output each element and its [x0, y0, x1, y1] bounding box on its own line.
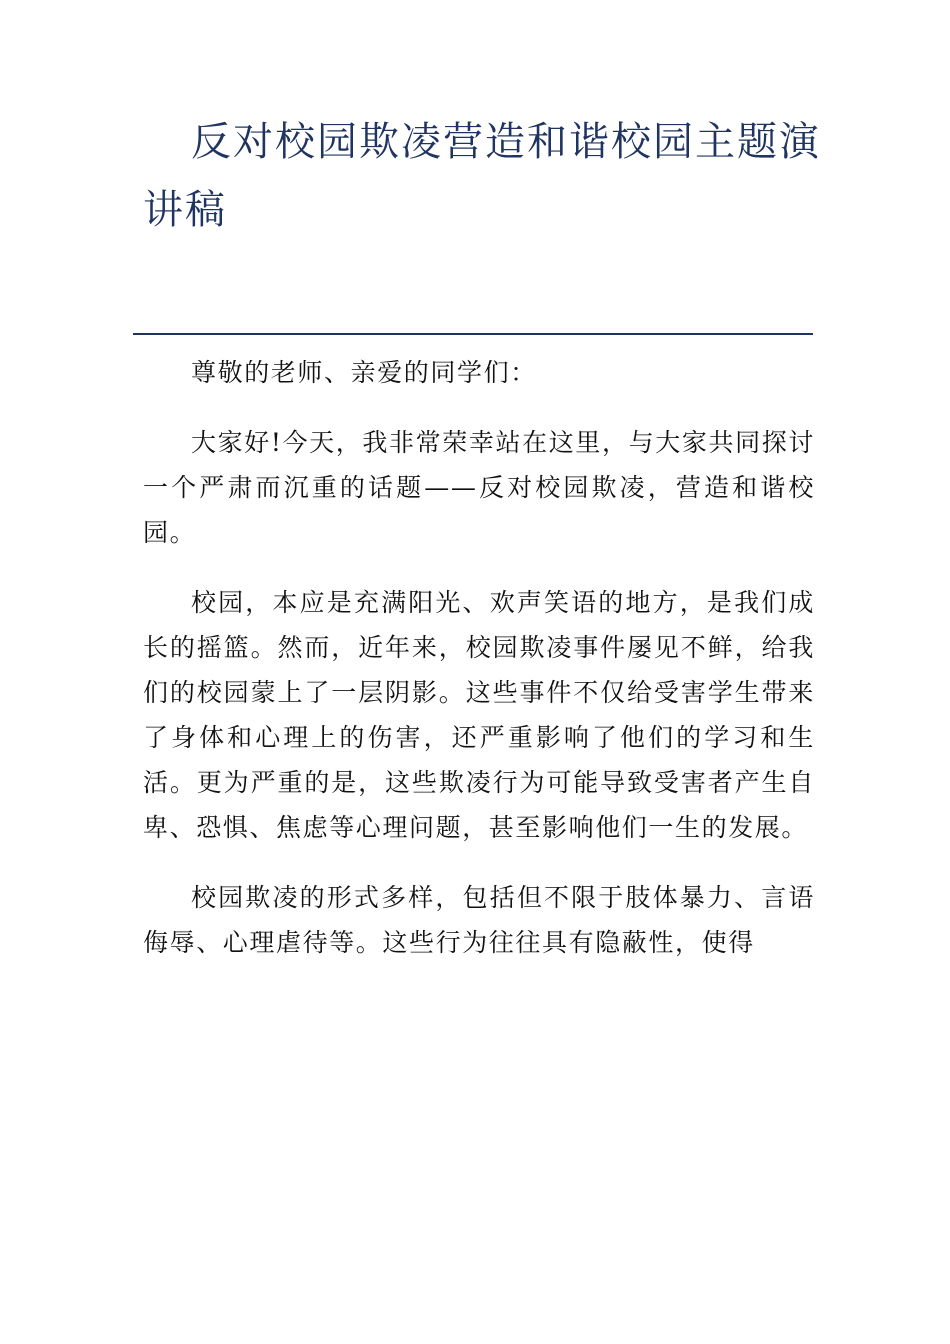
document-title: 反对校园欺凌营造和谐校园主题演讲稿 — [143, 119, 821, 233]
bullying-forms-paragraph: 校园欺凌的形式多样，包括但不限于肢体暴力、言语侮辱、心理虐待等。这些行为往往具有隐蔽性，使得 — [143, 883, 815, 957]
greeting-paragraph: 大家好!今天，我非常荣幸站在这里，与大家共同探讨一个严肃而沉重的话题——反对校园欺凌，营造和谐校园。 — [143, 428, 815, 547]
title-divider — [133, 333, 813, 335]
campus-paragraph: 校园，本应是充满阳光、欢声笑语的地方，是我们成长的摇篮。然而，近年来，校园欺凌事件屡见不鲜，给我们的校园蒙上了一层阴影。这些事件不仅给受害学生带来了身体和心理上的伤害，还严重影响了他们的学习和生活。更为严重的是，这些欺凌行为可能导致受害者产生自卑、恐惧、焦虑等心理问题，甚至影响他们一生的发展。 — [143, 588, 815, 842]
salutation-paragraph: 尊敬的老师、亲爱的同学们： — [191, 358, 537, 387]
document-body — [143, 350, 815, 990]
